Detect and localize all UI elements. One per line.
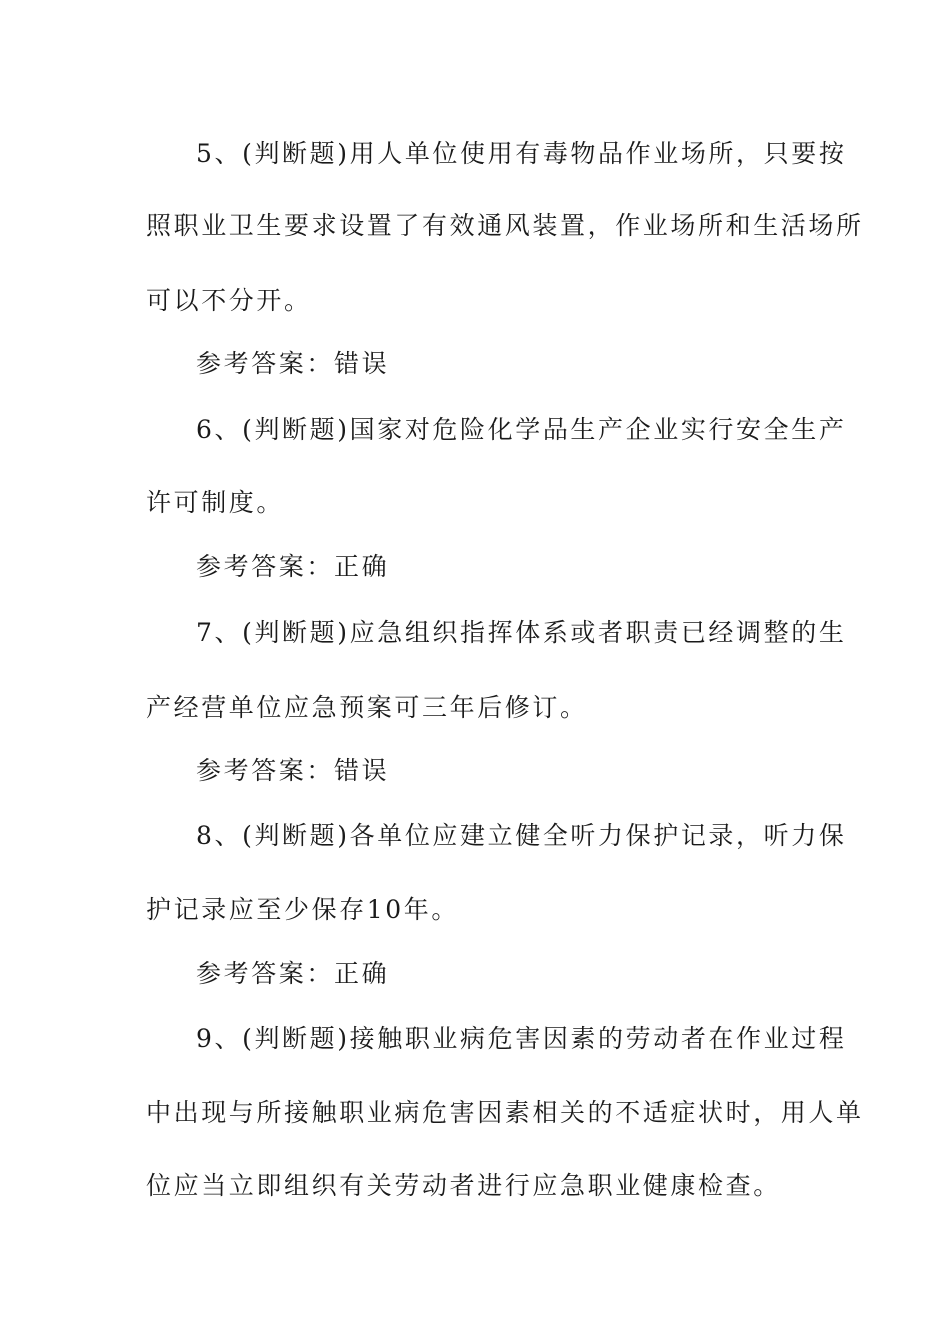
question-9-line-3: 位应当立即组织有关劳动者进行应急职业健康检查。 (146, 1171, 781, 1200)
question-7-line-2: 产经营单位应急预案可三年后修订。 (146, 693, 588, 722)
question-7-line-1: 7、(判断题)应急组织指挥体系或者职责已经调整的生 (196, 618, 847, 647)
question-7-answer: 参考答案：错误 (196, 756, 390, 785)
question-8-line-1: 8、(判断题)各单位应建立健全听力保护记录，听力保 (196, 821, 847, 850)
question-5-line-2: 照职业卫生要求设置了有效通风装置，作业场所和生活场所 (146, 211, 864, 240)
question-6-line-1: 6、(判断题)国家对危险化学品生产企业实行安全生产 (196, 415, 847, 444)
question-9-line-2: 中出现与所接触职业病危害因素相关的不适症状时，用人单 (146, 1098, 864, 1127)
question-9-line-1: 9、(判断题)接触职业病危害因素的劳动者在作业过程 (196, 1024, 847, 1053)
question-8-answer: 参考答案：正确 (196, 959, 390, 988)
question-8-line-2: 护记录应至少保存10年。 (146, 895, 460, 924)
question-5-line-3: 可以不分开。 (146, 286, 312, 315)
question-5-line-1: 5、(判断题)用人单位使用有毒物品作业场所，只要按 (196, 139, 847, 168)
question-6-line-2: 许可制度。 (146, 488, 285, 517)
question-6-answer: 参考答案：正确 (196, 552, 390, 581)
question-5-answer: 参考答案：错误 (196, 349, 390, 378)
